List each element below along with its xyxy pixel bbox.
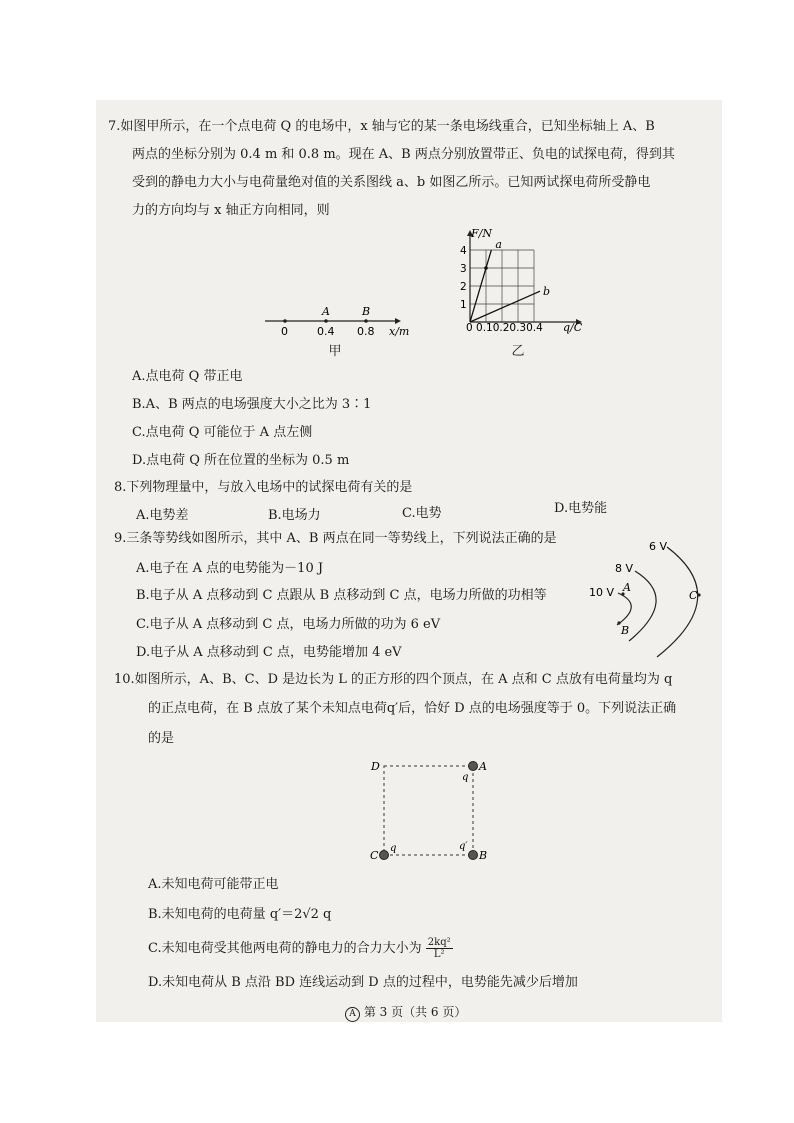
equipotential-8v bbox=[629, 571, 656, 641]
q10-line-1: 10.如图所示，A、B、C、D 是边长为 L 的正方形的四个顶点，在 A 点和 C 点放有电荷量均为 q bbox=[114, 672, 673, 687]
y-tick-label: 3 bbox=[460, 263, 467, 275]
q7-line-4: 力的方向均与 x 轴正方向相同，则 bbox=[132, 203, 330, 218]
series-b-label: b bbox=[543, 285, 551, 299]
q10-option-c-text: C.未知电荷受其他两电荷的静电力的合力大小为 bbox=[148, 941, 422, 956]
series-a-label: a bbox=[495, 238, 502, 251]
jia-tick-04: 0.4 bbox=[317, 325, 335, 338]
page-number: 第 3 页（共 6 页） bbox=[363, 1005, 467, 1019]
circled-a-icon: A bbox=[345, 1007, 360, 1022]
q10-line-2: 的正点电荷，在 B 点放了某个未知点电荷q′后，恰好 D 点的电场强度等于 0。下列说法正确 bbox=[148, 701, 677, 716]
charge-b bbox=[469, 851, 478, 860]
q7-line-3: 受到的静电力大小与电荷量绝对值的关系图线 a、b 如图乙所示。已知两试探电荷所受静电 bbox=[132, 175, 651, 190]
q7-option-a: A.点电荷 Q 带正电 bbox=[132, 369, 243, 384]
chart-grid bbox=[470, 250, 534, 322]
vertex-b: B bbox=[479, 849, 488, 862]
series-b-line bbox=[470, 291, 540, 322]
charge-a bbox=[469, 762, 478, 771]
label-c: C bbox=[689, 589, 698, 602]
jia-point-a: A bbox=[322, 305, 330, 318]
q8-option-d: D.电势能 bbox=[554, 501, 608, 516]
label-a: A bbox=[623, 581, 631, 594]
q10-line-3: 的是 bbox=[148, 731, 175, 746]
q10-option-a: A.未知电荷可能带正电 bbox=[148, 877, 279, 892]
q7-option-d: D.点电荷 Q 所在位置的坐标为 0.5 m bbox=[132, 453, 350, 468]
q7-line-2: 两点的坐标分别为 0.4 m 和 0.8 m。现在 A、B 两点分别放置带正、负电的试探电荷，得到其 bbox=[132, 147, 675, 162]
vertex-c: C bbox=[370, 849, 379, 862]
q8-option-c: C.电势 bbox=[402, 506, 442, 521]
q9-option-c: C.电子从 A 点移动到 C 点，电场力所做的功为 6 eV bbox=[136, 617, 441, 632]
charge-c bbox=[380, 851, 389, 860]
series-a-point bbox=[484, 266, 488, 270]
equipotential-6v bbox=[657, 547, 698, 657]
q8-stem: 8.下列物理量中，与放入电场中的试探电荷有关的是 bbox=[114, 480, 413, 495]
vertex-d: D bbox=[371, 760, 380, 773]
label-6v: 6 V bbox=[649, 540, 668, 553]
equipotential-10v bbox=[617, 593, 631, 625]
x-axis-label: q/C bbox=[563, 321, 583, 334]
jia-tick-08: 0.8 bbox=[357, 325, 375, 338]
page-footer bbox=[345, 1003, 466, 1022]
figure-yi-chart bbox=[450, 225, 590, 340]
q7-option-b: B.A、B 两点的电场强度大小之比为 3∶1 bbox=[132, 397, 372, 412]
label-8v: 8 V bbox=[615, 562, 634, 575]
y-axis-label: F/N bbox=[471, 227, 492, 240]
label-10v: 10 V bbox=[589, 586, 615, 599]
equipotential-figure bbox=[585, 535, 715, 660]
q10-option-c bbox=[148, 937, 453, 960]
jia-axis-label: x/m bbox=[389, 325, 410, 338]
y-tick-label: 1 bbox=[460, 299, 467, 311]
label-b: B bbox=[621, 624, 630, 637]
q9-option-d: D.电子从 A 点移动到 C 点，电势能增加 4 eV bbox=[136, 645, 402, 660]
point-b-marker bbox=[364, 319, 368, 323]
square-figure bbox=[365, 755, 495, 867]
q8-option-a: A.电势差 bbox=[136, 508, 189, 523]
x-tick-labels: 0 0.10.20.30.4 bbox=[466, 322, 543, 334]
point-a-marker bbox=[324, 319, 328, 323]
origin-point bbox=[283, 319, 287, 323]
q7-line-1: 7.如图甲所示，在一个点电荷 Q 的电场中，x 轴与它的某一条电场线重合，已知坐标轴上 A、B bbox=[108, 119, 655, 134]
q8-option-b: B.电场力 bbox=[268, 508, 321, 523]
q10-option-b: B.未知电荷的电荷量 q′＝2√2 q bbox=[148, 907, 332, 922]
jia-tick-0: 0 bbox=[281, 325, 288, 338]
point-c bbox=[697, 593, 700, 596]
figure-yi-label: 乙 bbox=[511, 344, 525, 359]
q9-stem: 9.三条等势线如图所示，其中 A、B 两点在同一等势线上，下列说法正确的是 bbox=[114, 531, 557, 546]
q7-option-c: C.点电荷 Q 可能位于 A 点左侧 bbox=[132, 425, 313, 440]
y-tick-label: 4 bbox=[460, 245, 467, 257]
fraction-numerator: 2kq² bbox=[427, 937, 451, 948]
jia-point-b: B bbox=[362, 305, 371, 318]
q10-option-c-fraction bbox=[426, 937, 453, 960]
charge-a-label: q bbox=[462, 772, 469, 783]
vertex-a: A bbox=[479, 760, 487, 773]
fraction-denominator: L² bbox=[433, 949, 445, 960]
charge-b-label: q′ bbox=[459, 841, 468, 852]
y-tick-label: 2 bbox=[460, 281, 467, 293]
q9-option-b: B.电子从 A 点移动到 C 点跟从 B 点移动到 C 点，电场力所做的功相等 bbox=[136, 588, 547, 603]
q10-option-d: D.未知电荷从 B 点沿 BD 连线运动到 D 点的过程中，电势能先减少后增加 bbox=[148, 975, 578, 990]
figure-jia-label: 甲 bbox=[328, 344, 342, 359]
q9-option-a: A.电子在 A 点的电势能为－10 J bbox=[136, 561, 324, 576]
charge-c-label: q bbox=[390, 843, 397, 854]
